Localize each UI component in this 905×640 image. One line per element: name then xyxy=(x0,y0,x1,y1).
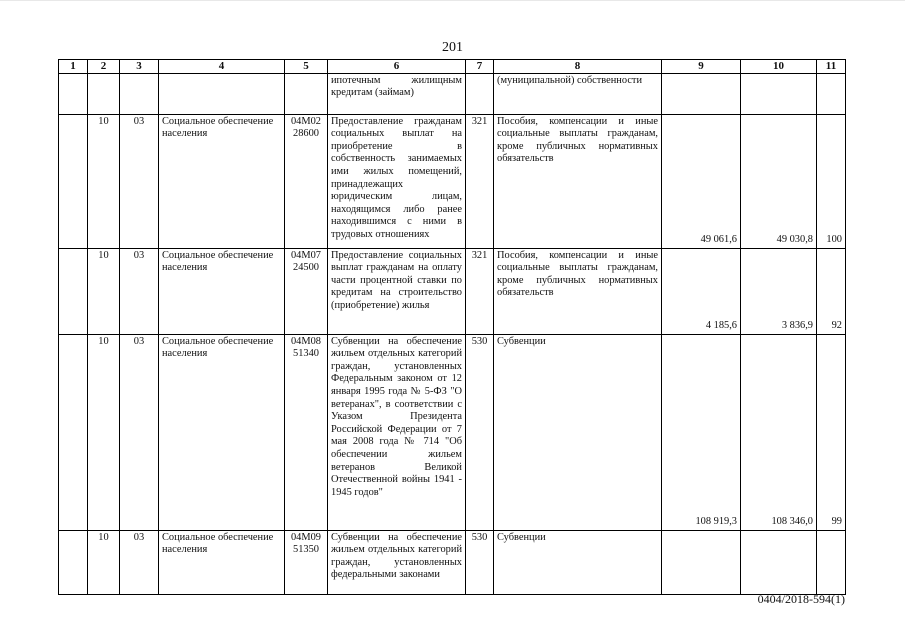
target-code-part-b: 51350 xyxy=(293,544,319,556)
cell-chapter: 10 xyxy=(88,334,120,530)
cell-expense-name: (муниципальной) собственности xyxy=(494,73,662,114)
cell-section xyxy=(59,334,88,530)
page-number: 201 xyxy=(442,40,463,55)
cell-target-name: Предоставление гражданам социальных выплат на приобретение в собственность занимаемых ими жилых помещений, принадлежащих юридическим лицам, находящимся либо ранее находившимся с ними в трудовых отношениях xyxy=(328,114,466,248)
table-row xyxy=(59,114,846,248)
cell-planned: 4 185,6 xyxy=(662,248,741,334)
cell-subsection-name: Социальное обеспечение населения xyxy=(159,530,285,594)
cell-executed: 49 030,8 xyxy=(741,114,817,248)
cell-executed: 108 346,0 xyxy=(741,334,817,530)
cell-chapter: 10 xyxy=(88,248,120,334)
header-cell: 3 xyxy=(120,60,159,74)
target-code-part-a: 04М02 xyxy=(290,115,322,127)
cell-chapter: 10 xyxy=(88,114,120,248)
target-code-part-a: 04М08 xyxy=(290,335,322,347)
table-row xyxy=(59,334,846,530)
cell-section xyxy=(59,73,88,114)
header-cell: 5 xyxy=(285,60,328,74)
cell-expense-type xyxy=(466,73,494,114)
table-row xyxy=(59,248,846,334)
cell-percent xyxy=(817,530,846,594)
cell-subsection: 03 xyxy=(120,114,159,248)
target-code-part-b: 24500 xyxy=(293,262,319,274)
cell-expense-type: 530 xyxy=(466,334,494,530)
cell-expense-name: Субвенции xyxy=(494,334,662,530)
cell-section xyxy=(59,530,88,594)
cell-subsection: 03 xyxy=(120,334,159,530)
cell-target-name: Предоставление социальных выплат гражданам на оплату части процентной ставки по кредитам на строительство (приобретение) жилья xyxy=(328,248,466,334)
cell-expense-name: Пособия, компенсации и иные социальные выплаты гражданам, кроме публичных нормативных обязательств xyxy=(494,248,662,334)
target-code-part-a: 04М09 xyxy=(290,531,322,543)
cell-section xyxy=(59,248,88,334)
cell-target-name: ипотечным жилищным кредитам (займам) xyxy=(328,73,466,114)
cell-target-code xyxy=(285,248,328,334)
cell-executed xyxy=(741,73,817,114)
cell-percent: 100 xyxy=(817,114,846,248)
header-cell: 1 xyxy=(59,60,88,74)
budget-table xyxy=(58,59,846,595)
cell-subsection: 03 xyxy=(120,530,159,594)
cell-expense-type: 321 xyxy=(466,114,494,248)
cell-section xyxy=(59,114,88,248)
scan-edge xyxy=(0,0,905,1)
cell-percent: 92 xyxy=(817,248,846,334)
cell-expense-type: 321 xyxy=(466,248,494,334)
cell-expense-name: Пособия, компенсации и иные социальные выплаты гражданам, кроме публичных нормативных обязательств xyxy=(494,114,662,248)
cell-percent xyxy=(817,73,846,114)
table-row xyxy=(59,73,846,114)
cell-subsection-name: Социальное обеспечение населения xyxy=(159,114,285,248)
cell-executed: 3 836,9 xyxy=(741,248,817,334)
cell-chapter xyxy=(88,73,120,114)
cell-planned: 49 061,6 xyxy=(662,114,741,248)
cell-target-code xyxy=(285,73,328,114)
header-cell: 4 xyxy=(159,60,285,74)
cell-expense-name: Субвенции xyxy=(494,530,662,594)
cell-executed xyxy=(741,530,817,594)
cell-expense-type: 530 xyxy=(466,530,494,594)
cell-chapter: 10 xyxy=(88,530,120,594)
header-row xyxy=(59,60,846,74)
target-code-part-b: 28600 xyxy=(293,128,319,140)
cell-subsection-name xyxy=(159,73,285,114)
cell-subsection xyxy=(120,73,159,114)
header-cell: 2 xyxy=(88,60,120,74)
cell-planned xyxy=(662,530,741,594)
header-cell: 11 xyxy=(817,60,846,74)
cell-target-name: Субвенции на обеспечение жильем отдельных категорий граждан, установленных Федеральным законом от 12 января 1995 года № 5-ФЗ "О ветеранах", в соответствии с Указом Президента Российской Федерации от 7 мая 2008 года № 714 "Об обеспечении жильем ветеранов Великой Отечественной войны 1941 - 1945 годов" xyxy=(328,334,466,530)
document-code: 0404/2018-594(1) xyxy=(757,592,845,606)
cell-subsection: 03 xyxy=(120,248,159,334)
cell-target-name: Субвенции на обеспечение жильем отдельных категорий граждан, установленных федеральными законами xyxy=(328,530,466,594)
header-cell: 9 xyxy=(662,60,741,74)
cell-target-code xyxy=(285,334,328,530)
target-code-part-a: 04М07 xyxy=(290,249,322,261)
cell-subsection-name: Социальное обеспечение населения xyxy=(159,248,285,334)
cell-subsection-name: Социальное обеспечение населения xyxy=(159,334,285,530)
table-row xyxy=(59,530,846,594)
cell-planned: 108 919,3 xyxy=(662,334,741,530)
cell-target-code xyxy=(285,530,328,594)
header-cell: 10 xyxy=(741,60,817,74)
cell-planned xyxy=(662,73,741,114)
header-cell: 7 xyxy=(466,60,494,74)
header-cell: 8 xyxy=(494,60,662,74)
cell-target-code xyxy=(285,114,328,248)
target-code-part-b: 51340 xyxy=(293,348,319,360)
header-cell: 6 xyxy=(328,60,466,74)
cell-percent: 99 xyxy=(817,334,846,530)
